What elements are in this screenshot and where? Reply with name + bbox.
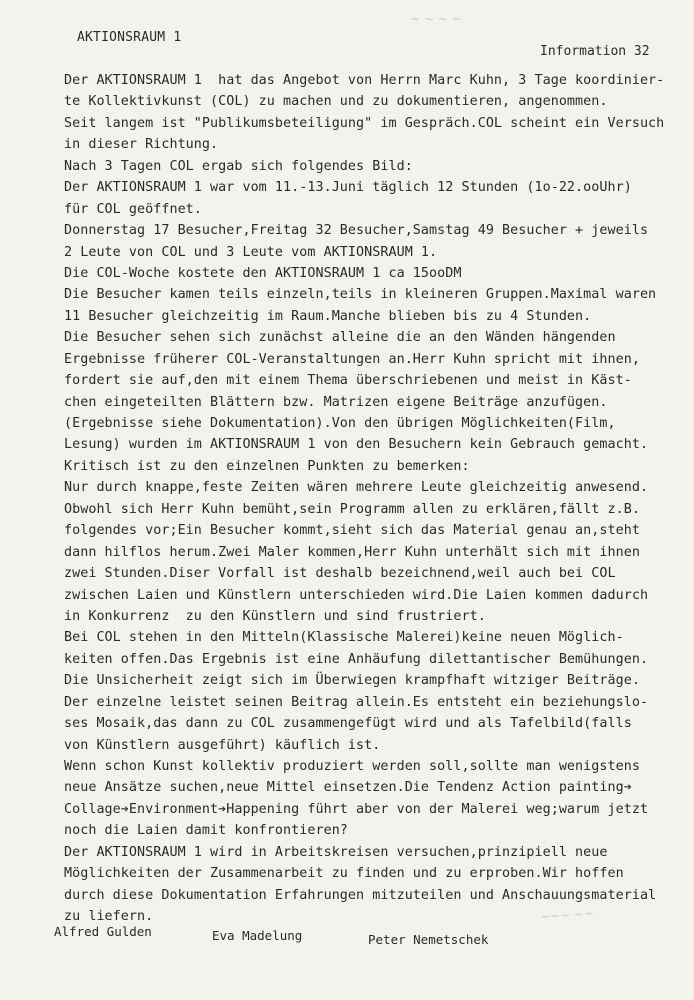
body-line: 11 Besucher gleichzeitig im Raum.Manche blieben bis zu 4 Stunden. [64,308,592,324]
body-text [64,70,684,928]
signature-name: Eva Madelung [212,928,303,943]
body-line: Die Besucher sehen sich zunächst alleine die an den Wänden hängenden [64,330,616,346]
body-line: Seit langem ist "Publikumsbeteiligung" im Gespräch.COL scheint ein Versuch [64,115,665,131]
body-line: zwischen Laien und Künstlern unterschieden wird.Die Laien kommen dadurch [64,587,649,603]
body-line: Obwohl sich Herr Kuhn bemüht,sein Programm allen zu erklären,fällt z.B. [64,501,640,517]
body-line: Ergebnisse früherer COL-Veranstaltungen an.Herr Kuhn spricht mit ihnen, [64,351,640,367]
body-line: Kritisch ist zu den einzelnen Punkten zu bemerken: [64,458,470,474]
body-line: durch diese Dokumentation Erfahrungen mitzuteilen und Anschauungsmaterial [64,887,657,903]
body-line: 2 Leute von COL und 3 Leute vom AKTIONSRAUM 1. [64,244,438,260]
body-line: Die Besucher kamen teils einzeln,teils in kleineren Gruppen.Maximal waren [64,287,657,303]
body-line: ses Mosaik,das dann zu COL zusammengefügt wird und als Tafelbild(falls [64,716,632,732]
body-line: in dieser Richtung. [64,137,219,153]
body-line: Nur durch knappe,feste Zeiten wären mehrere Leute gleichzeitig anwesend. [64,480,649,496]
body-line: te Kollektivkunst (COL) zu machen und zu dokumentieren, angenommen. [64,94,608,110]
body-line: Die COL-Woche kostete den AKTIONSRAUM 1 ca 15ooDM [64,265,462,281]
body-line: Der AKTIONSRAUM 1 war vom 11.-13.Juni täglich 12 Stunden (1o-22.ooUhr) [64,180,632,196]
body-line: (Ergebnisse siehe Dokumentation).Von den übrigen Möglichkeiten(Film, [64,416,616,431]
body-line: von Künstlern ausgeführt) käuflich ist. [64,737,381,753]
body-line: Der einzelne leistet seinen Beitrag allein.Es entsteht ein beziehungslo- [64,694,649,710]
body-line: Donnerstag 17 Besucher,Freitag 32 Besucher,Samstag 49 Besucher + jeweils [64,223,649,239]
body-line: Der AKTIONSRAUM 1 wird in Arbeitskreisen versuchen,prinzipiell neue [64,844,608,860]
bleed-through-mark: ~~~ ~~ [539,906,595,924]
body-line: in Konkurrenz zu den Künstlern und sind frustriert. [64,608,486,624]
header-title: AKTIONSRAUM 1 [77,30,182,45]
body-line: dann hilflos herum.Zwei Maler kommen,Herr Kuhn unterhält sich mit ihnen [64,544,640,560]
body-line: zwei Stunden.Diser Vorfall ist deshalb bezeichnend,weil auch bei COL [64,566,616,582]
signature-name: Alfred Gulden [54,924,152,939]
signature-name: Peter Nemetschek [368,932,489,947]
body-line: zu liefern. [64,909,154,925]
body-line: fordert sie auf,den mit einem Thema überschriebenen und meist in Käst- [64,373,632,389]
body-line: noch die Laien damit konfrontieren? [64,823,348,839]
header-info-number: Information 32 [540,44,650,59]
body-line: Bei COL stehen in den Mitteln(Klassische Malerei)keine neuen Möglich- [64,630,624,646]
body-line: Der AKTIONSRAUM 1 hat das Angebot von Herrn Marc Kuhn, 3 Tage koordinier- [64,73,665,88]
body-line: Nach 3 Tagen COL ergab sich folgendes Bild: [64,158,413,174]
body-line: chen eingeteilten Blättern bzw. Matrizen eigene Beiträge anzufügen. [64,394,608,410]
body-line: Die Unsicherheit zeigt sich im Überwiegen krampfhaft witziger Beiträge. [64,673,640,689]
body-line: Wenn schon Kunst kollektiv produziert werden soll,sollte man wenigstens [64,759,640,774]
body-line: neue Ansätze suchen,neue Mittel einsetzen.Die Tendenz Action painting➔ [64,780,632,796]
body-line: Möglichkeiten der Zusammenarbeit zu finden und zu erproben.Wir hoffen [64,866,624,882]
body-line: Lesung) wurden im AKTIONSRAUM 1 von den Besuchern kein Gebrauch gemacht. [64,437,649,453]
body-line: keiten offen.Das Ergebnis ist eine Anhäufung dilettantischer Bemühungen. [64,651,649,667]
body-line: für COL geöffnet. [64,201,202,217]
body-line: folgendes vor;Ein Besucher kommt,sieht sich das Material genau an,steht [64,523,640,539]
bleed-through-mark: ~ ~ ~ ~ [410,12,462,26]
body-line: Collage➔Environment➔Happening führt aber von der Malerei weg;warum jetzt [64,801,649,817]
